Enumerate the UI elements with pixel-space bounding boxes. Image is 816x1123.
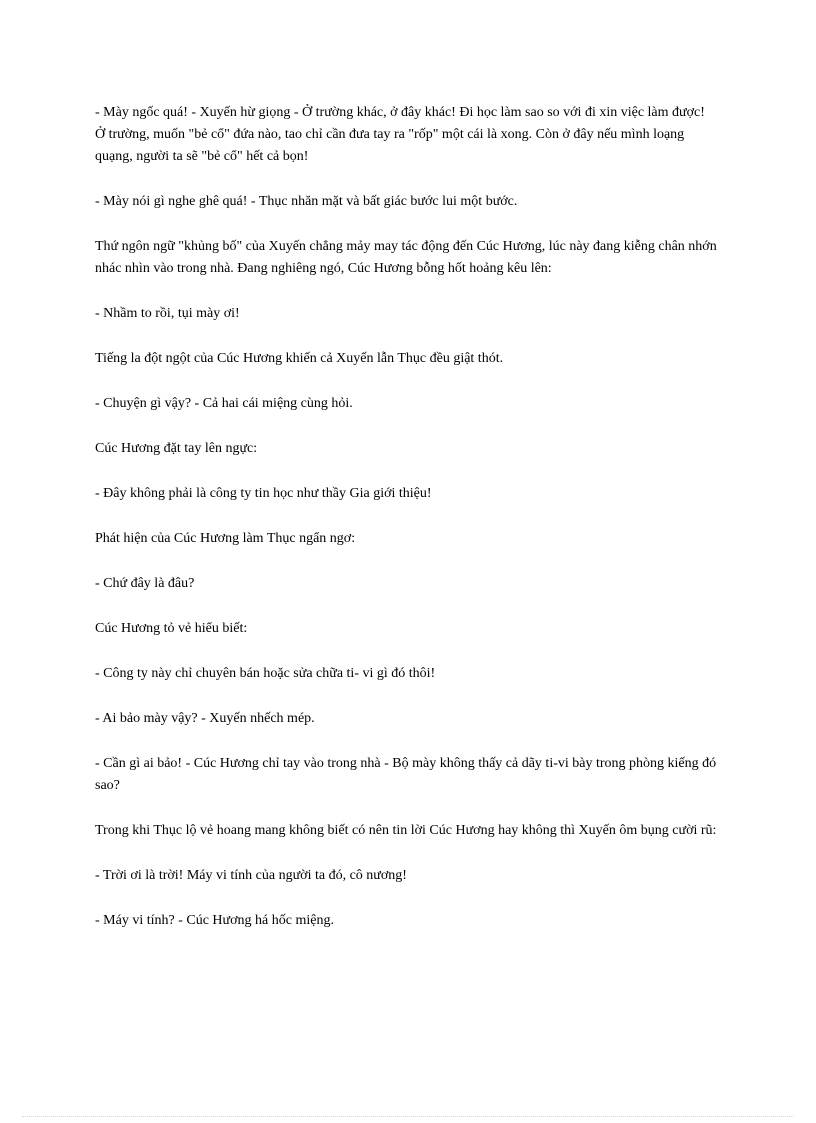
paragraph-15: Trong khi Thục lộ vẻ hoang mang không biết có nên tin lời Cúc Hương hay không thì Xuyến ôm bụng cười rũ: [95, 823, 717, 838]
paragraph-5: Tiếng la đột ngột của Cúc Hương khiến cả Xuyến lẫn Thục đều giật thót. [95, 351, 504, 366]
paragraph-9: Phát hiện của Cúc Hương làm Thục ngẩn ngơ: [95, 531, 356, 546]
paragraph-3: Thứ ngôn ngữ "khủng bố" của Xuyến chẳng mảy may tác động đến Cúc Hương, lúc này đang kiễng chân nhớn nhác nhìn vào trong nhà. Đang nghiêng ngó, Cúc Hương bỗng hốt hoảng kêu lên: [95, 239, 717, 276]
paragraph-4: - Nhầm to rồi, tụi mày ơi! [95, 306, 240, 321]
paragraph-1: - Mày ngốc quá! - Xuyến hừ giọng - Ở trường khác, ở đây khác! Đi học làm sao so với đi xin việc làm được! Ở trường, muốn "bẻ cổ" đứa nào, tao chỉ cần đưa tay ra "rốp" một cái là xong. Còn ở đây nếu mình loạng quạng, người ta sẽ "bẻ cổ" hết cả bọn! [95, 105, 705, 164]
paragraph-14: - Cần gì ai bảo! - Cúc Hương chỉ tay vào trong nhà - Bộ mày không thấy cả dãy ti-vi bày trong phòng kiếng đó sao? [95, 756, 717, 793]
paragraph-11: Cúc Hương tỏ vẻ hiểu biết: [95, 621, 248, 636]
paragraph-12: - Công ty này chỉ chuyên bán hoặc sửa chữa ti- vi gì đó thôi! [95, 666, 436, 681]
page-bottom-divider [22, 1116, 794, 1117]
paragraph-6: - Chuyện gì vậy? - Cả hai cái miệng cùng hỏi. [95, 396, 353, 411]
paragraph-2: - Mày nói gì nghe ghê quá! - Thục nhăn mặt và bất giác bước lui một bước. [95, 194, 518, 209]
paragraph-8: - Đây không phải là công ty tin học như thầy Gia giới thiệu! [95, 486, 432, 501]
paragraph-13: - Ai bảo mày vậy? - Xuyến nhếch mép. [95, 711, 315, 726]
paragraph-17: - Máy vi tính? - Cúc Hương há hốc miệng. [95, 913, 334, 928]
paragraph-7: Cúc Hương đặt tay lên ngực: [95, 441, 258, 456]
document-body [95, 102, 717, 955]
paragraph-16: - Trời ơi là trời! Máy vi tính của người ta đó, cô nương! [95, 868, 407, 883]
paragraph-10: - Chứ đây là đâu? [95, 576, 195, 591]
